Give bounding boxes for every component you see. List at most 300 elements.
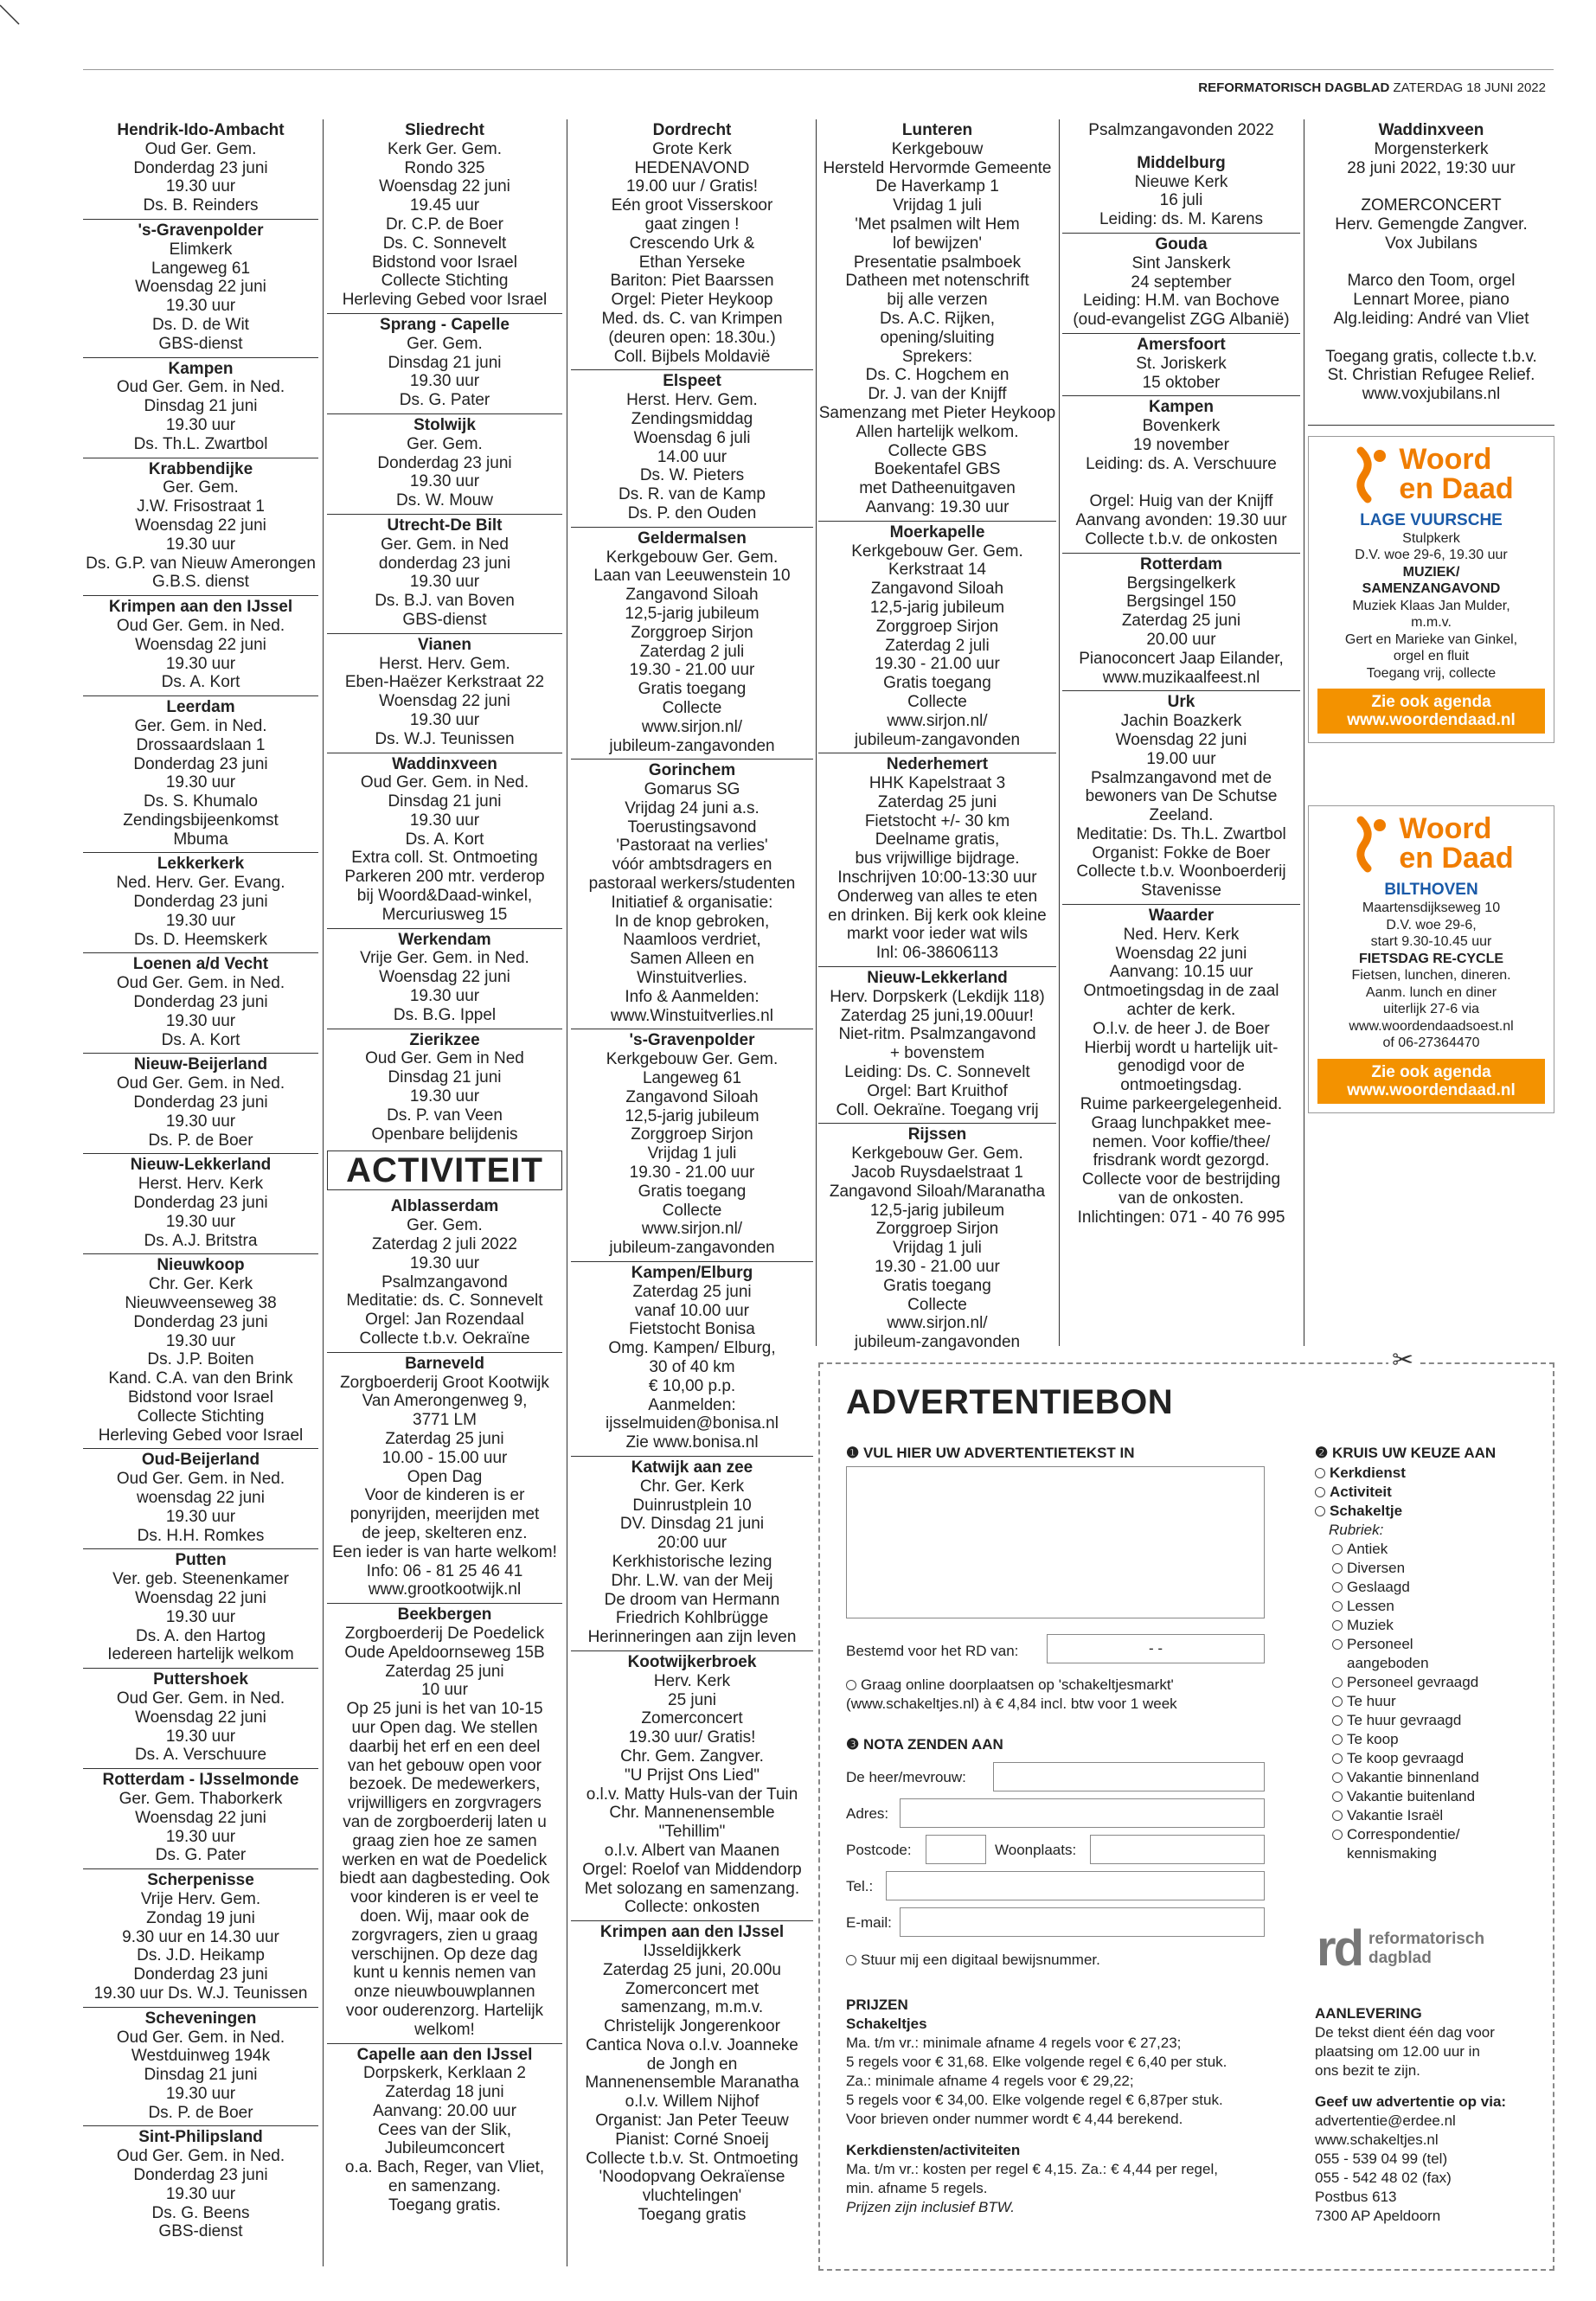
listing-line: Van Amerongenweg 9,	[362, 1392, 528, 1411]
listing-entry	[1062, 234, 1300, 334]
listing-line: Zaterdag 25 juni	[385, 1662, 504, 1681]
listing-line: Datheen met notenschrift	[845, 272, 1029, 291]
listing-line: Sprekers:	[901, 347, 973, 366]
choice-radio[interactable]	[1315, 1506, 1325, 1516]
column-6-listings	[1308, 119, 1554, 1118]
listing-title: Beekbergen	[397, 1606, 492, 1625]
listing-line: 19.30 uur	[409, 1253, 480, 1272]
listing-line: Hierbij wordt u hartelijk uit-	[1084, 1038, 1279, 1057]
listing-line: Gratis toegang	[638, 1182, 747, 1201]
listing-entry	[83, 696, 318, 853]
choice-option[interactable]	[1332, 1749, 1479, 1768]
choice-radio[interactable]	[1332, 1620, 1343, 1631]
listing-line: Ned. Herv. Kerk	[1123, 925, 1240, 944]
choice-option[interactable]	[1315, 1502, 1406, 1521]
choice-option[interactable]	[1332, 1806, 1479, 1825]
listing-line: www.Winstuitverlies.nl	[611, 1006, 773, 1025]
listing-title: Zierikzee	[409, 1030, 480, 1049]
listing-entry	[327, 634, 562, 753]
listing-line: 19.30 uur	[165, 1212, 236, 1231]
listing-line: Zorggroep Sirjon	[875, 617, 999, 636]
listing-line: Ds. A.C. Rijken,	[879, 309, 996, 328]
listing-title: Leerdam	[166, 698, 235, 717]
listing-line	[1062, 474, 1300, 493]
listing-line: Collecte voor de bestrijding	[1081, 1170, 1281, 1189]
listing-line: Zaterdag 2 juli 2022	[372, 1235, 517, 1254]
listing-line: Iedereen hartelijk welkom	[107, 1645, 294, 1664]
listing-entry	[1062, 554, 1300, 692]
listing-line: Ger. Gem. in Ned.	[134, 716, 267, 735]
listing-line: vluchtelingen'	[642, 2187, 742, 2206]
choice-label: Te koop gevraagd	[1347, 1750, 1465, 1766]
listing-title: Werkendam	[398, 930, 491, 949]
choice-option[interactable]	[1332, 1692, 1479, 1711]
choice-label: Kerkdienst	[1330, 1465, 1406, 1481]
listing-entry	[83, 1054, 318, 1154]
listing-line: Oud Ger. Gem. in Ned.	[360, 773, 529, 792]
listing-line: Dr. C.P. de Boer	[386, 215, 503, 234]
choice-radio[interactable]	[1332, 1563, 1343, 1574]
choice-option[interactable]	[1332, 1559, 1479, 1578]
listing-title: Scheveningen	[144, 2009, 257, 2028]
listing-line: nemen. Voor koffie/thee/	[1092, 1132, 1271, 1151]
listing-line: Bovenkerk	[1142, 417, 1221, 436]
listing-line: de jeep, skelteren enz.	[362, 1523, 528, 1542]
listing-title: Krimpen aan den IJssel	[599, 1923, 785, 1942]
listing-entry	[327, 2044, 562, 2219]
listing-line: 19.30 uur	[165, 1507, 236, 1526]
listing-line: Toegang gratis.	[388, 2195, 501, 2214]
listing-title: Kootwijkerbroek	[627, 1652, 757, 1671]
text-line: Herv. Gemengde Zangver.	[1335, 215, 1528, 234]
listing-title: Kampen	[168, 359, 234, 378]
listing-line: 12,5-jarig jubileum	[869, 598, 1005, 617]
choice-option[interactable]	[1315, 1464, 1406, 1483]
choice-option[interactable]	[1332, 1825, 1479, 1844]
text-line: Marco den Toom, orgel	[1347, 272, 1516, 291]
listing-line: 19.00 uur	[1146, 749, 1216, 768]
listing-line: Langeweg 61	[642, 1069, 742, 1088]
listing-line: 19.30 uur/ Gratis!	[628, 1728, 756, 1747]
listing-line: Orgel: Bart Kruithof	[867, 1081, 1008, 1100]
listing-line: Donderdag 23 juni	[133, 754, 268, 773]
phone-label: Tel.:	[846, 1878, 874, 1894]
text-line: ZOMERCONCERT	[1361, 196, 1502, 215]
text-line: 5 regels voor € 34,00. Elke volgende regel € 6,87per stuk.	[846, 2092, 1223, 2108]
listing-line: Zaterdag 25 juni	[877, 792, 997, 811]
listing-line: Collecte t.b.v. Woonboerderij	[1076, 862, 1286, 881]
listing-line: Leiding: ds. M. Karens	[1099, 210, 1264, 229]
choice-option[interactable]	[1332, 1578, 1479, 1597]
choice-radio[interactable]	[1332, 1715, 1343, 1726]
listing-line: Meditatie: Ds. Th.L. Zwartbol	[1076, 824, 1286, 843]
listing-line: Eén groot Visserskoor	[611, 196, 773, 215]
choice-option[interactable]	[1332, 1711, 1479, 1730]
text-line: St. Christian Refugee Relief.	[1327, 366, 1535, 385]
listing-line: De droom van Hermann	[604, 1590, 780, 1609]
listing-entry	[327, 1353, 562, 1604]
text-line: min. afname 5 regels.	[846, 2180, 988, 2196]
listing-line: Oud Ger. Gem. in Ned.	[116, 378, 285, 397]
date-input[interactable]: - -	[1047, 1634, 1265, 1663]
listing-title: Krimpen aan den IJssel	[108, 598, 293, 617]
listing-line: 3771 LM	[413, 1411, 477, 1430]
listing-line: Collecte	[907, 1295, 967, 1314]
listing-line: 19.30 uur	[165, 177, 236, 196]
listing-line: Ethan Yerseke	[638, 253, 746, 272]
choice-radio[interactable]	[1332, 1696, 1343, 1707]
listing-line: Chr. Mannenensemble	[609, 1804, 775, 1823]
listing-line: 19.30 uur	[165, 2084, 236, 2103]
listing-title: Vianen	[418, 635, 471, 654]
listing-line: Orgel: Jan Rozendaal	[365, 1311, 524, 1330]
choice-radio[interactable]	[1332, 1811, 1343, 1821]
listing-line: Leiding: ds. A. Verschuure	[1086, 454, 1277, 473]
text-line: 7300 AP Apeldoorn	[1315, 2208, 1441, 2224]
woord-en-daad-logo	[1317, 813, 1545, 874]
listing-line: Zorgboerderij De Poedelick	[344, 1624, 545, 1643]
listing-line: Info: 06 - 81 25 46 41	[366, 1561, 523, 1580]
listing-line: Toerustingsavond	[627, 817, 757, 836]
listing-line: HEDENAVOND	[634, 158, 750, 177]
choice-radio[interactable]	[1332, 1639, 1343, 1650]
listing-line: Ds. A. Kort	[405, 830, 484, 849]
listing-entry	[818, 522, 1056, 754]
text-line	[1308, 177, 1554, 196]
listing-title: Middelburg	[1137, 153, 1226, 172]
listing-line: Woensdag 22 juni	[135, 1588, 266, 1607]
listing-line: jubileum-zangavonden	[854, 730, 1021, 749]
listing-line: Friedrich Kohlbrügge	[615, 1609, 769, 1628]
listing-line: 'Noodopvang Oekraïense	[599, 2168, 785, 2187]
text-line: Za.: minimale afname 4 regels voor € 29,22;	[846, 2073, 1134, 2089]
listing-line: Coll. Oekraïne. Toegang vrij	[836, 1100, 1039, 1119]
listing-title: Utrecht-De Bilt	[387, 516, 503, 535]
choice-option[interactable]	[1332, 1540, 1479, 1559]
listing-line: zorgvragers, zien u graag	[351, 1926, 538, 1945]
text-line: Ma. t/m vr.: kosten per regel € 4,15. Za.: € 4,44 per regel,	[846, 2161, 1218, 2177]
listing-line: welkom!	[414, 2020, 475, 2039]
listing-line: Collecte t.b.v. St. Ontmoeting	[586, 2149, 798, 2168]
listing-line: Donderdag 23 juni	[133, 1194, 268, 1213]
choice-radio[interactable]	[1332, 1601, 1343, 1612]
listing-line: Open Dag	[407, 1467, 483, 1486]
text-line: Aanm. lunch en diner	[1365, 984, 1497, 1000]
listing-line: 19.30 uur	[409, 987, 480, 1006]
listing-line: Graag lunchpakket mee-	[1091, 1113, 1272, 1132]
listing-line: € 10,00 p.p.	[648, 1376, 736, 1395]
listing-line: Rondo 325	[404, 158, 485, 177]
listing-title: Krabbendijke	[148, 459, 253, 478]
city-input[interactable]	[1090, 1835, 1265, 1864]
listing-line: Ds. D. de Wit	[152, 315, 249, 334]
text-line: D.V. woe 29-6, 19.30 uur	[1355, 548, 1508, 563]
listing-line: Chr. Gem. Zangver.	[620, 1747, 764, 1766]
listing-title: Rotterdam - IJsselmonde	[102, 1771, 299, 1790]
listing-line: www.grootkootwijk.nl	[368, 1580, 522, 1599]
listing-line: 19.30 - 21.00 uur	[875, 1258, 1000, 1277]
text-line	[1308, 253, 1554, 272]
text-line: Postbus 613	[1315, 2189, 1397, 2205]
listing-line: Ds. P. van Veen	[387, 1106, 503, 1125]
listing-line: Zaterdag 25 juni,19.00uur!	[841, 1006, 1034, 1025]
column-4-listings	[818, 119, 1056, 1356]
listing-entry	[83, 119, 318, 220]
listing-line: Info & Aanmelden:	[625, 987, 760, 1006]
woord-en-daad-ad-lage-vuursche	[1308, 436, 1554, 743]
listing-line: Samen Alleen en	[630, 950, 754, 969]
listing-title: 's-Gravenpolder	[629, 1031, 755, 1050]
choice-option[interactable]	[1332, 1730, 1479, 1749]
listing-line: 19.30 uur	[165, 297, 236, 316]
listing-line: de Jongh en	[646, 2054, 738, 2073]
phone-input[interactable]	[886, 1871, 1265, 1900]
choice-label: Antiek	[1347, 1541, 1388, 1557]
listing-line: Herleving Gebed voor Israel	[342, 291, 548, 310]
choice-option[interactable]	[1332, 1616, 1479, 1635]
listing-line: Woensdag 6 juli	[633, 428, 751, 447]
listing-entry	[571, 1029, 813, 1262]
listing-line: Ned. Herv. Ger. Evang.	[116, 874, 285, 893]
choice-option[interactable]	[1332, 1635, 1479, 1654]
listing-entry	[327, 1029, 562, 1148]
listing-entry	[83, 458, 318, 597]
choice-option[interactable]	[1332, 1673, 1479, 1692]
text-line: Vox Jubilans	[1385, 234, 1477, 253]
geef-title: Geef uw advertentie op via:	[1315, 2093, 1507, 2110]
listing-title: Gouda	[1155, 234, 1208, 253]
listing-line: graag zien hoe ze samen	[352, 1831, 537, 1850]
listing-line: Hersteld Hervormde Gemeente	[823, 158, 1052, 177]
choice-option[interactable]	[1332, 1787, 1479, 1806]
listing-line: Ger. Gem.	[163, 478, 239, 497]
text-line: Alg.leiding: André van Vliet	[1333, 309, 1529, 328]
listing-line: uur Open dag. We stellen	[351, 1718, 538, 1737]
step1-label: ❶ VUL HIER UW ADVERTENTIETEKST IN	[846, 1445, 1135, 1461]
listing-line: Collecte Stichting	[137, 1407, 265, 1426]
name-input[interactable]	[993, 1762, 1265, 1791]
listing-entry	[327, 1195, 562, 1352]
listing-line: G.B.S. dienst	[152, 573, 249, 592]
column-2-listings	[327, 119, 562, 2219]
listing-line: Jacob Ruysdaelstraat 1	[851, 1163, 1023, 1183]
listing-line: daarbij het erf en een deel	[349, 1737, 541, 1756]
listing-line: Ger. Gem. in Ned	[381, 535, 509, 554]
text-line: De tekst dient één dag voor	[1315, 2024, 1495, 2041]
step3-label: ❸ NOTA ZENDEN AAN	[846, 1736, 1003, 1753]
aanlevering-title: AANLEVERING	[1315, 2005, 1422, 2022]
bewijs-label: Stuur mij een digitaal bewijsnummer.	[861, 1952, 1100, 1968]
activiteiten-list	[327, 1195, 562, 2218]
online-radio[interactable]	[846, 1680, 856, 1690]
listing-title: Nieuw-Beijerland	[133, 1055, 268, 1074]
listing-line: www.sirjon.nl/	[887, 1314, 988, 1333]
listing-line: 19.30 uur	[165, 1727, 236, 1746]
listing-line: O.l.v. de heer J. de Boer	[1093, 1019, 1270, 1038]
choice-radio[interactable]	[1332, 1830, 1343, 1840]
listing-line: (oud-evangelist ZGG Albanië)	[1073, 311, 1290, 330]
listing-line: Woensdag 22 juni	[1115, 730, 1247, 749]
listing-line: Crescendo Urk &	[629, 234, 755, 253]
listing-line: 30 of 40 km	[649, 1358, 735, 1376]
listing-line: Donderdag 23 juni	[133, 158, 268, 177]
advertentiebon-form	[818, 1362, 1554, 2271]
text-line: Toegang vrij, collecte	[1366, 665, 1497, 681]
choice-radio[interactable]	[1332, 1677, 1343, 1688]
aanlevering-lines	[1315, 2023, 1548, 2080]
address-input[interactable]	[900, 1798, 1265, 1828]
listing-line: gaat zingen !	[644, 215, 740, 234]
listing-line: Pianist: Corné Snoeij	[615, 2130, 769, 2149]
email-label: E-mail:	[846, 1914, 892, 1931]
header-rule	[83, 69, 1554, 70]
listing-line: achter de kerk.	[1126, 1001, 1236, 1020]
listing-title: Geldermalsen	[638, 529, 747, 548]
listing-line: Vrijdag 1 juli	[893, 196, 982, 215]
listing-line: Zorggroep Sirjon	[875, 1220, 999, 1239]
choice-radio[interactable]	[1332, 1582, 1343, 1593]
listing-line: Ger. Gem.	[407, 1216, 483, 1235]
choice-label: Muziek	[1347, 1617, 1394, 1633]
listing-line: Kerkgebouw Ger. Gem.	[606, 548, 779, 567]
column-divider	[816, 119, 817, 1346]
header-date: ZATERDAG 18 JUNI 2022	[1393, 80, 1546, 95]
listing-line: Ds. G.P. van Nieuw Amerongen	[86, 554, 316, 573]
listing-line: "U Prijst Ons Lied"	[624, 1766, 760, 1785]
listing-line: bewoners van De Schutse	[1085, 787, 1278, 806]
choice-radio[interactable]	[1332, 1772, 1343, 1783]
postcode-input[interactable]	[926, 1835, 986, 1864]
button-line: Zie ook agenda	[1371, 693, 1491, 712]
choice-radio[interactable]	[1332, 1734, 1343, 1745]
listing-line: Presentatie psalmboek	[853, 253, 1022, 272]
choice-radio[interactable]	[1315, 1487, 1325, 1497]
step2-label: ❷ KRUIS UW KEUZE AAN	[1315, 1445, 1497, 1461]
listing-line: pastoraal werkers/studenten	[588, 875, 796, 894]
listing-line: genodigd voor de	[1118, 1057, 1245, 1076]
aanlevering-block	[1315, 2004, 1548, 2226]
city-label: Woonplaats:	[995, 1842, 1077, 1858]
agenda-button[interactable]	[1317, 689, 1545, 734]
listing-line: o.l.v. Matty Huls-van der Tuin	[586, 1785, 798, 1804]
bewijs-radio[interactable]	[846, 1955, 856, 1965]
text-line: www.schakeltjes.nl	[1315, 2131, 1439, 2148]
listing-line: Boekentafel GBS	[874, 460, 1001, 479]
choice-option[interactable]	[1332, 1844, 1479, 1863]
listing-line: Herleving Gebed voor Israel	[98, 1426, 304, 1445]
listing-line: Herv. Dorpskerk (Lekdijk 118)	[830, 987, 1045, 1006]
contact-lines	[1315, 2112, 1548, 2226]
listing-line: Dinsdag 21 juni	[144, 397, 258, 416]
woord-en-daad-mark-icon	[1349, 444, 1392, 504]
listing-line: Mbuma	[173, 830, 228, 849]
listing-line: bij Woord&Daad-winkel,	[356, 887, 533, 906]
choice-option[interactable]	[1332, 1597, 1479, 1616]
listing-line: De Haverkamp 1	[875, 177, 999, 196]
listing-line: Nieuwveenseweg 38	[125, 1294, 277, 1313]
listing-line: www.sirjon.nl/	[887, 711, 988, 730]
listing-line: Vrije Ger. Gem. in Ned.	[360, 949, 529, 968]
listing-line: ijsselmuiden@bonisa.nl	[606, 1414, 779, 1433]
listing-entry	[571, 1651, 813, 1921]
listing-line: Elimkerk	[169, 240, 233, 259]
text-line: www.voxjubilans.nl	[1362, 385, 1501, 404]
listing-line: IJsseldijkkerk	[643, 1941, 741, 1960]
agenda-button[interactable]	[1317, 1059, 1545, 1104]
column-1-listings	[83, 119, 318, 2245]
listing-line: lof bewijzen'	[893, 234, 982, 253]
listing-entry	[83, 1154, 318, 1254]
listing-line: Ds. P. de Boer	[148, 2103, 253, 2122]
text-line: Toegang gratis, collecte t.b.v.	[1325, 347, 1537, 366]
listing-line: 19.30 uur	[165, 535, 236, 554]
listing-line: Woensdag 22 juni	[135, 1708, 266, 1727]
choice-radio[interactable]	[1332, 1753, 1343, 1764]
listing-line: Ds. W. Pieters	[639, 466, 745, 485]
listing-line: Orgel: Roelof van Middendorp	[582, 1860, 802, 1879]
listing-line: Bidstond voor Israel	[128, 1388, 273, 1407]
listing-line: Oud Ger. Gem in Ned	[365, 1049, 524, 1068]
listing-title: Moerkapelle	[889, 522, 985, 542]
choice-radio[interactable]	[1315, 1468, 1325, 1478]
listing-line: Collecte t.b.v. de onkosten	[1085, 529, 1278, 548]
listing-entry	[83, 1254, 318, 1449]
email-input[interactable]	[900, 1907, 1265, 1937]
listing-line: jubileum-zangavonden	[609, 1239, 775, 1258]
listing-line: Organist: Fokke de Boer	[1092, 843, 1271, 862]
column-divider	[323, 119, 324, 2266]
listing-line: Zaterdag 2 juli	[885, 636, 990, 655]
listing-line: Gratis toegang	[883, 1276, 991, 1295]
listing-line: Westduinweg 194k	[131, 2047, 271, 2066]
listing-line: jubileum-zangavonden	[609, 736, 775, 755]
listing-line: Ds. B. Reinders	[143, 196, 259, 215]
ad-text-area[interactable]	[846, 1466, 1265, 1618]
listing-line: Ds. W.J. Teunissen	[375, 729, 515, 748]
choice-option[interactable]	[1332, 1654, 1479, 1673]
choice-label: Te huur	[1347, 1693, 1396, 1709]
listing-line: www.muzikaalfeest.nl	[1102, 668, 1260, 687]
listing-line: Dr. J. van der Knijff	[868, 385, 1007, 404]
listing-title: Katwijk aan zee	[631, 1458, 753, 1477]
choice-radio[interactable]	[1332, 1791, 1343, 1802]
listing-line: Ds. S. Khumalo	[144, 792, 258, 811]
text-line: 5 regels voor € 31,68. Elke volgende regel € 6,40 per stuk.	[846, 2054, 1227, 2070]
choice-option[interactable]	[1315, 1483, 1406, 1502]
bewijs-option[interactable]	[846, 1951, 1100, 1970]
listing-line: o.l.v. Willem Nijhof	[625, 2093, 760, 2112]
listing-line: Zaterdag 18 juni	[385, 2083, 504, 2102]
listing-line: Mercuriusweg 15	[381, 905, 508, 924]
listing-title: Sliedrecht	[405, 121, 484, 139]
choice-label: Personeel	[1347, 1636, 1413, 1652]
listing-line: Christelijk Jongerenkoor	[604, 2017, 780, 2036]
choice-option[interactable]	[1332, 1768, 1479, 1787]
listing-line: Ds. R. van de Kamp	[618, 485, 766, 504]
listing-line: van de zorgboerderij laten u	[343, 1812, 547, 1831]
listing-line: 12,5-jarig jubileum	[625, 1106, 760, 1125]
listing-line: Ds. P. den Ouden	[627, 503, 757, 522]
online-option[interactable]	[846, 1676, 1177, 1714]
listing-line: Bariton: Piet Baarssen	[610, 272, 774, 291]
listing-line: Zaterdag 25 juni	[632, 1282, 752, 1301]
listing-entry	[83, 220, 318, 358]
listing-line: Bidstond voor Israel	[372, 253, 517, 272]
choice-radio[interactable]	[1332, 1544, 1343, 1554]
listing-line: www.sirjon.nl/	[641, 717, 743, 736]
listing-entry	[83, 2008, 318, 2127]
listing-title: Sint-Philipsland	[138, 2128, 263, 2147]
